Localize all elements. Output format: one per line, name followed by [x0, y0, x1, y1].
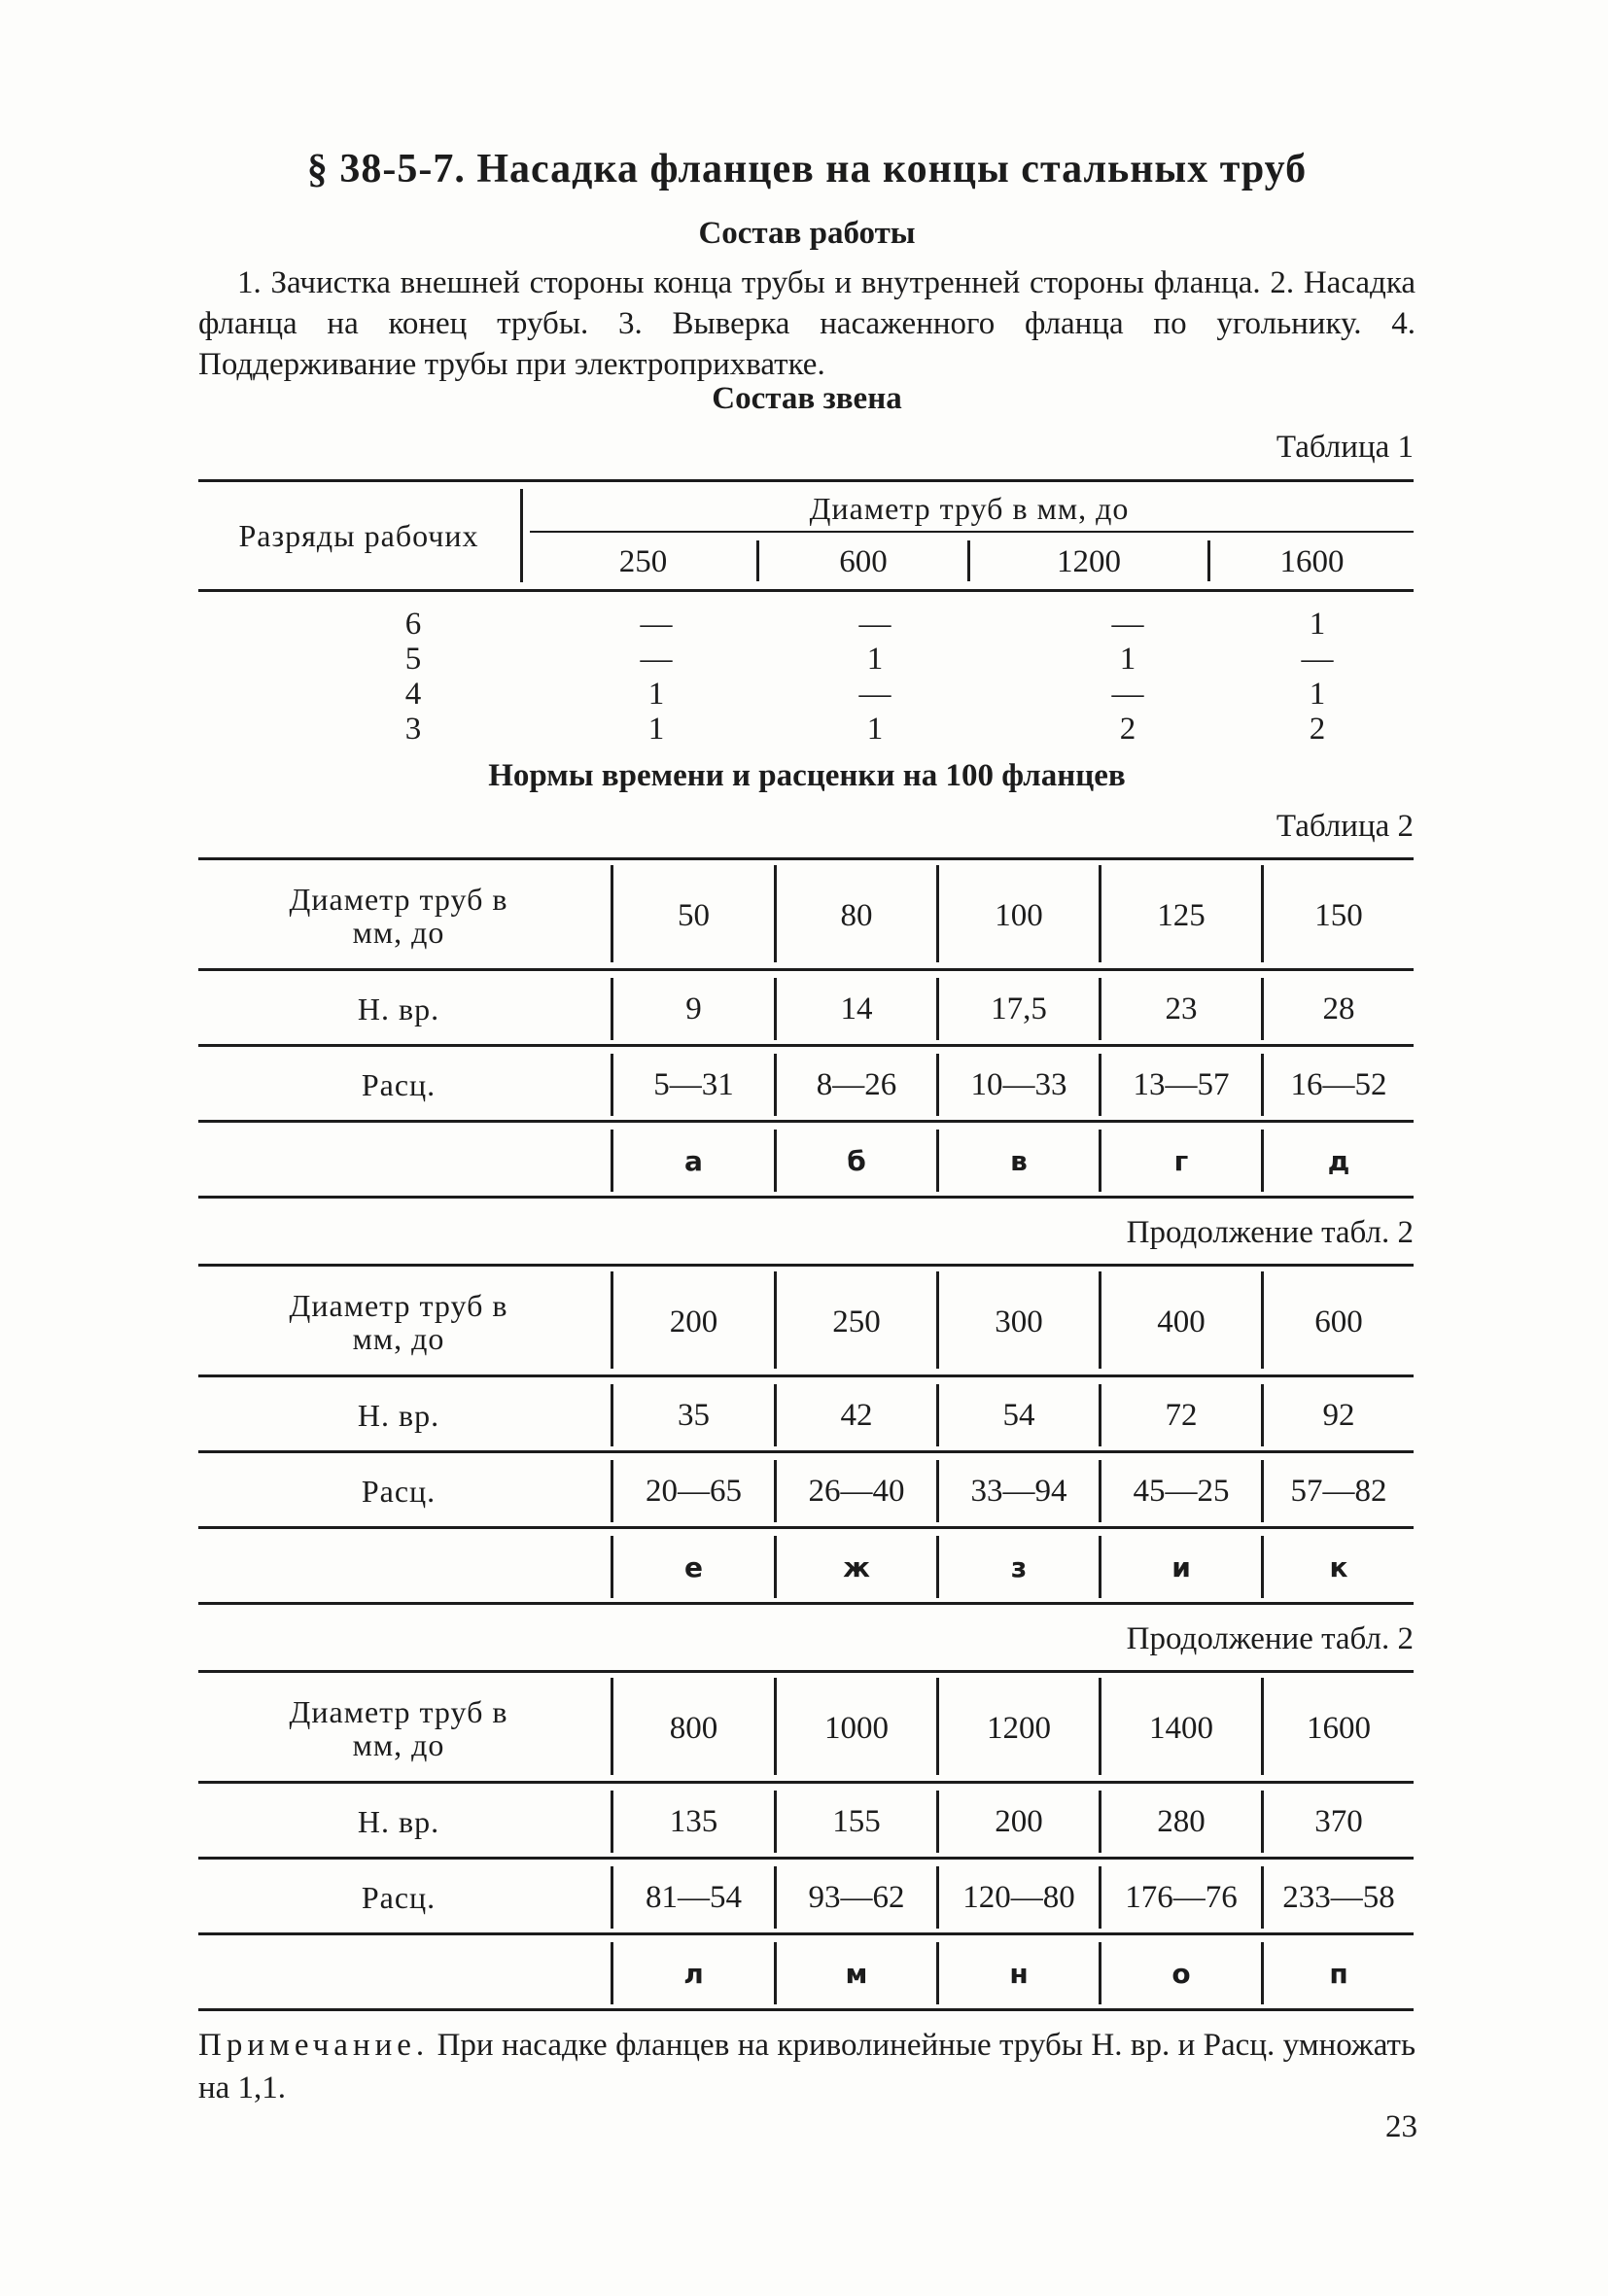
table2-cell: и: [1171, 1550, 1191, 1583]
table1-cell: 1: [866, 641, 884, 677]
work-description: 1. Зачистка внешней стороны конца трубы и внутренней стороны фланца. 2. Насадка фланца на конец трубы. 3. Выверка насаженного фланца по угольнику. 4. Поддерживание трубы при электроприхватке.: [198, 265, 1416, 382]
table2-cell: 233—58: [1282, 1879, 1395, 1915]
table2-cell: а: [684, 1144, 703, 1177]
table2-cell: 125: [1157, 897, 1206, 933]
table1-cell: —: [640, 606, 673, 642]
table2-cell: б: [847, 1144, 866, 1177]
table2-cell: 13—57: [1133, 1066, 1230, 1102]
table2-cell: 1000: [824, 1710, 889, 1746]
table1-cell: —: [1111, 676, 1144, 712]
table2-cell: з: [1010, 1550, 1028, 1583]
table2-cell: 16—52: [1290, 1066, 1387, 1102]
table2-cell: 250: [832, 1304, 881, 1339]
table1-cell: —: [640, 641, 673, 677]
table2-cell: 9: [685, 991, 702, 1026]
table2-cell: 28: [1322, 991, 1355, 1026]
table1-grade: 4: [404, 676, 422, 712]
table2-cell: к: [1329, 1550, 1348, 1583]
table2-rule: [198, 1857, 1414, 1860]
table2-cell: 1600: [1307, 1710, 1371, 1746]
table2-caption: Продолжение табл. 2: [1126, 1215, 1414, 1250]
table1-cell: —: [1111, 606, 1144, 642]
table2-cell: м: [845, 1957, 868, 1990]
table2-cell: 57—82: [1290, 1473, 1387, 1509]
norms-heading: Нормы времени и расценки на 100 фланцев: [488, 758, 1126, 793]
table2-cell: п: [1329, 1957, 1348, 1990]
table1-grade: 5: [404, 641, 422, 677]
table2-bottom-rule: [198, 2008, 1414, 2011]
table2-row-label: Н. вр.: [357, 1398, 440, 1433]
table1-col-header: 1600: [1279, 543, 1345, 579]
table1-cell: 1: [647, 676, 665, 712]
table2-cell: д: [1327, 1144, 1350, 1177]
table2-row-label: Диаметр труб в мм, до: [289, 1694, 508, 1762]
table2-top-rule: [198, 1670, 1414, 1673]
table2-cell: 5—31: [653, 1066, 734, 1102]
table2-cell: 17,5: [991, 991, 1047, 1026]
table2-caption: Продолжение табл. 2: [1126, 1621, 1414, 1656]
table2-cell: 23: [1165, 991, 1198, 1026]
crew-heading: Состав звена: [712, 381, 902, 416]
table2-rule: [198, 1526, 1414, 1529]
table2-row-label: Н. вр.: [357, 991, 440, 1026]
table2-cell: 120—80: [962, 1879, 1075, 1915]
table1-cell: 1: [866, 711, 884, 747]
table2-cell: 370: [1314, 1803, 1363, 1839]
table2-bottom-rule: [198, 1196, 1414, 1199]
table2-top-rule: [198, 857, 1414, 860]
table2-cell: 600: [1314, 1304, 1363, 1339]
note-text: При насадке фланцев на криволинейные трубы Н. вр. и Расц. умножать на 1,1.: [198, 2028, 1416, 2105]
table2-top-rule: [198, 1264, 1414, 1267]
table2-cell: 100: [995, 897, 1043, 933]
table2-cell: 800: [669, 1710, 718, 1746]
table2-rule: [198, 1781, 1414, 1784]
note-label: Примечание.: [198, 2028, 430, 2063]
table2-cell: 50: [678, 897, 710, 933]
table2-cell: 33—94: [970, 1473, 1067, 1509]
table2-cell: 26—40: [808, 1473, 905, 1509]
table1-grade: 6: [404, 606, 422, 642]
table2-cell: 176—76: [1125, 1879, 1238, 1915]
table2-row-label: Диаметр труб в мм, до: [289, 882, 508, 950]
table1-grade: 3: [404, 711, 422, 747]
note: [198, 2024, 1416, 2109]
table2-row-label: Расц.: [361, 1880, 437, 1915]
table1-caption: Таблица 1: [1276, 430, 1414, 465]
table2-rule: [198, 1450, 1414, 1453]
table2-cell: 80: [840, 897, 873, 933]
table2-row-label: Расц.: [361, 1474, 437, 1509]
table2-cell: н: [1009, 1957, 1029, 1990]
table2-cell: 45—25: [1133, 1473, 1230, 1509]
table1-cell: 1: [1119, 641, 1136, 677]
table2-cell: 81—54: [646, 1879, 742, 1915]
table2-row-label: Н. вр.: [357, 1804, 440, 1839]
table2-cell: 14: [840, 991, 873, 1026]
table2-cell: е: [684, 1550, 703, 1583]
table2-cell: г: [1173, 1144, 1189, 1177]
table2-cell: 135: [669, 1803, 718, 1839]
table2-cell: 54: [1002, 1397, 1035, 1433]
table2-cell: л: [683, 1957, 704, 1990]
table2-cell: 150: [1314, 897, 1363, 933]
table1-cell: 1: [647, 711, 665, 747]
table2-cell: в: [1010, 1144, 1028, 1177]
table2-cell: 400: [1157, 1304, 1206, 1339]
table1-col-header: 600: [839, 543, 888, 579]
table2-row-label: Диаметр труб в мм, до: [289, 1288, 508, 1356]
table2-cell: 280: [1157, 1803, 1206, 1839]
table2-cell: 1400: [1149, 1710, 1213, 1746]
page-number: 23: [1385, 2109, 1417, 2144]
table2-bottom-rule: [198, 1602, 1414, 1605]
table2-cell: о: [1171, 1957, 1191, 1990]
table1-cell: 1: [1309, 606, 1326, 642]
table2-rule: [198, 1044, 1414, 1047]
table1-header-rule: [198, 589, 1414, 592]
table2-cell: 35: [678, 1397, 710, 1433]
table1-cell: 2: [1309, 711, 1326, 747]
table2-cell: ж: [843, 1550, 870, 1583]
table1-cell: —: [858, 676, 891, 712]
table2-cell: 10—33: [970, 1066, 1067, 1102]
table1-cell: —: [1301, 641, 1334, 677]
table2-cell: 300: [995, 1304, 1043, 1339]
table1-divider: [520, 489, 523, 582]
table2-caption: Таблица 2: [1276, 809, 1414, 844]
table2-cell: 155: [832, 1803, 881, 1839]
table1-cell: 1: [1309, 676, 1326, 712]
table2-rule: [198, 1932, 1414, 1935]
table2-row-label: Расц.: [361, 1067, 437, 1102]
table1-cell: 2: [1119, 711, 1136, 747]
section-heading: § 38-5-7. Насадка фланцев на концы стальных труб: [306, 147, 1308, 191]
table2-cell: 200: [995, 1803, 1043, 1839]
table2-cell: 1200: [987, 1710, 1051, 1746]
table2-rule: [198, 968, 1414, 971]
table1-col-header: 250: [618, 543, 668, 579]
table2-cell: 93—62: [808, 1879, 905, 1915]
table1-col-header: 1200: [1057, 543, 1121, 579]
table1-cell: —: [858, 606, 891, 642]
table2-cell: 72: [1165, 1397, 1198, 1433]
table1-row-header: Разряды рабочих: [238, 518, 479, 553]
work-heading: Состав работы: [698, 216, 916, 251]
table2-cell: 20—65: [646, 1473, 742, 1509]
table2-cell: 200: [669, 1304, 718, 1339]
table1-mid-rule: [530, 531, 1414, 533]
table1-group-header: Диаметр труб в мм, до: [809, 490, 1130, 526]
table2-cell: 42: [840, 1397, 873, 1433]
table2-rule: [198, 1120, 1414, 1123]
table2-cell: 92: [1322, 1397, 1355, 1433]
table2-cell: 8—26: [816, 1066, 897, 1102]
table2-rule: [198, 1374, 1414, 1377]
table1-top-rule: [198, 479, 1414, 482]
